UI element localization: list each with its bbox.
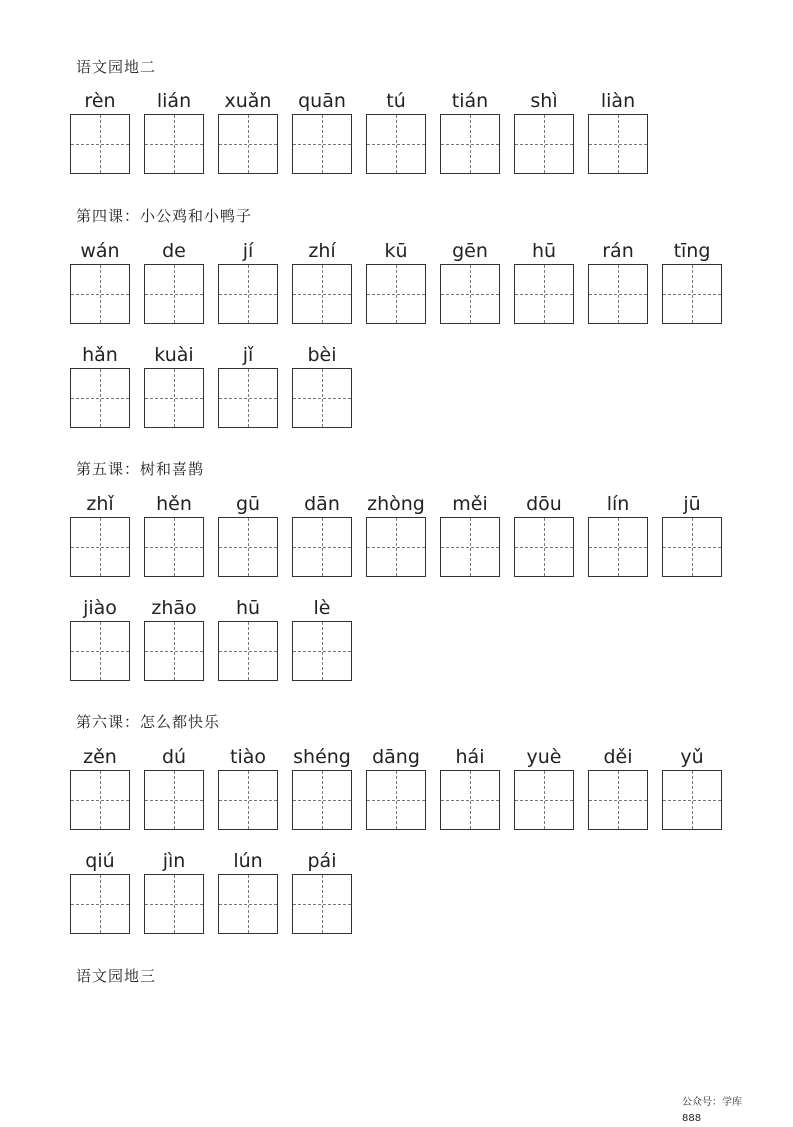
pinyin-cell [366,745,426,769]
pinyin-label: qiú [85,850,115,872]
pinyin-label: yǔ [680,746,704,768]
pinyin-label: hái [455,746,485,768]
pinyin-cell [588,492,648,516]
writing-box[interactable] [218,770,278,830]
pinyin-label: lún [233,850,263,872]
writing-box[interactable] [366,114,426,174]
pinyin-cell [440,492,500,516]
pinyin-label: hū [235,597,261,619]
pinyin-label: jí [242,240,254,262]
writing-box[interactable] [588,264,648,324]
pinyin-cell [292,492,352,516]
writing-box[interactable] [144,770,204,830]
pinyin-label: kū [384,240,408,262]
writing-box[interactable] [218,368,278,428]
pinyin-label: tiào [230,746,266,768]
pinyin-label: tīng [673,240,711,262]
pinyin-cell [440,89,500,113]
pinyin-label: tú [386,90,406,112]
pinyin-label: zhǐ [86,493,114,515]
pinyin-label: zhāo [151,597,197,619]
writing-box[interactable] [218,114,278,174]
section-title: 第六课：怎么都快乐 [76,713,221,731]
writing-box[interactable] [144,368,204,428]
section-title: 第五课：树和喜鹊 [76,460,205,478]
writing-box[interactable] [144,264,204,324]
pinyin-label: hū [531,240,557,262]
pinyin-cell [292,89,352,113]
pinyin-label: gū [235,493,261,515]
pinyin-cell [440,239,500,263]
writing-box[interactable] [514,264,574,324]
pinyin-label: hǎn [82,344,118,366]
pinyin-label: dú [161,746,187,768]
pinyin-cell [70,492,130,516]
section-title: 语文园地二 [76,58,157,76]
writing-box[interactable] [662,517,722,577]
writing-box[interactable] [70,368,130,428]
pinyin-cell [218,745,278,769]
pinyin-label: lè [313,597,331,619]
pinyin-cell [514,745,574,769]
pinyin-cell [662,492,722,516]
writing-box[interactable] [366,770,426,830]
writing-box[interactable] [70,770,130,830]
pinyin-label: rán [602,240,634,262]
pinyin-cell [366,89,426,113]
pinyin-label: dāng [372,746,420,768]
pinyin-cell [366,492,426,516]
pinyin-cell [218,849,278,873]
pinyin-cell [144,492,204,516]
writing-box[interactable] [440,517,500,577]
writing-box[interactable] [218,517,278,577]
pinyin-label: zhòng [367,493,425,515]
pinyin-label: měi [452,493,488,515]
writing-box[interactable] [588,770,648,830]
pinyin-label: jǐ [242,344,254,366]
footer [682,1095,742,1127]
writing-box[interactable] [70,621,130,681]
writing-box[interactable] [662,264,722,324]
pinyin-cell [662,745,722,769]
pinyin-cell [292,239,352,263]
pinyin-label: xuǎn [224,90,272,112]
writing-box[interactable] [144,517,204,577]
pinyin-cell [218,239,278,263]
pinyin-label: de [162,240,186,262]
writing-box[interactable] [292,114,352,174]
pinyin-label: zhí [308,240,336,262]
writing-box[interactable] [514,517,574,577]
pinyin-cell [514,239,574,263]
pinyin-label: pái [307,850,337,872]
writing-box[interactable] [292,874,352,934]
writing-box[interactable] [144,874,204,934]
pinyin-label: quān [298,90,346,112]
pinyin-cell [366,239,426,263]
pinyin-cell [514,89,574,113]
writing-box[interactable] [514,770,574,830]
writing-box[interactable] [440,114,500,174]
writing-box[interactable] [70,874,130,934]
pinyin-cell [292,343,352,367]
writing-box[interactable] [218,874,278,934]
writing-box[interactable] [70,517,130,577]
pinyin-cell [514,492,574,516]
pinyin-label: tián [451,90,489,112]
pinyin-label: kuài [154,344,194,366]
writing-box[interactable] [292,368,352,428]
writing-box[interactable] [218,621,278,681]
pinyin-cell [70,745,130,769]
pinyin-cell [144,343,204,367]
pinyin-cell [292,596,352,620]
pinyin-cell [70,89,130,113]
pinyin-label: jìn [162,850,186,872]
writing-box[interactable] [218,264,278,324]
pinyin-cell [144,239,204,263]
writing-box[interactable] [588,114,648,174]
pinyin-cell [144,849,204,873]
writing-box[interactable] [440,264,500,324]
pinyin-cell [292,849,352,873]
pinyin-cell [218,343,278,367]
pinyin-label: rèn [84,90,116,112]
pinyin-label: dān [304,493,340,515]
pinyin-cell [70,343,130,367]
pinyin-label: jū [683,493,701,515]
writing-box[interactable] [144,621,204,681]
pinyin-label: shéng [293,746,351,768]
pinyin-label: yuè [526,746,562,768]
pinyin-cell [144,89,204,113]
pinyin-cell [144,745,204,769]
writing-box[interactable] [588,517,648,577]
pinyin-cell [70,596,130,620]
writing-box[interactable] [144,114,204,174]
pinyin-label: zěn [83,746,117,768]
writing-box[interactable] [70,264,130,324]
pinyin-cell [292,745,352,769]
pinyin-cell [440,745,500,769]
pinyin-cell [218,89,278,113]
pinyin-cell [218,492,278,516]
writing-box[interactable] [440,770,500,830]
pinyin-label: liàn [600,90,636,112]
writing-box[interactable] [292,264,352,324]
pinyin-cell [144,596,204,620]
pinyin-cell [218,596,278,620]
writing-box[interactable] [292,517,352,577]
section-title: 语文园地三 [76,967,157,985]
writing-box[interactable] [70,114,130,174]
pinyin-label: wán [80,240,120,262]
writing-box[interactable] [366,517,426,577]
writing-box[interactable] [366,264,426,324]
section-title: 第四课：小公鸡和小鸭子 [76,207,253,225]
pinyin-label: gēn [452,240,488,262]
pinyin-label: děi [603,746,633,768]
writing-box[interactable] [662,770,722,830]
writing-box[interactable] [292,770,352,830]
pinyin-cell [588,89,648,113]
pinyin-label: lián [156,90,192,112]
pinyin-label: hěn [156,493,192,515]
pinyin-cell [588,239,648,263]
pinyin-label: bèi [307,344,337,366]
pinyin-label: shì [530,90,558,112]
pinyin-cell [662,239,722,263]
pinyin-cell [70,849,130,873]
pinyin-cell [70,239,130,263]
pinyin-cell [588,745,648,769]
writing-box[interactable] [292,621,352,681]
pinyin-label: lín [606,493,630,515]
footer-account: 公众号：学库 [682,1097,742,1108]
pinyin-label: jiào [83,597,117,619]
pinyin-label: dōu [526,493,562,515]
writing-box[interactable] [514,114,574,174]
footer-number: 888 [682,1113,702,1124]
